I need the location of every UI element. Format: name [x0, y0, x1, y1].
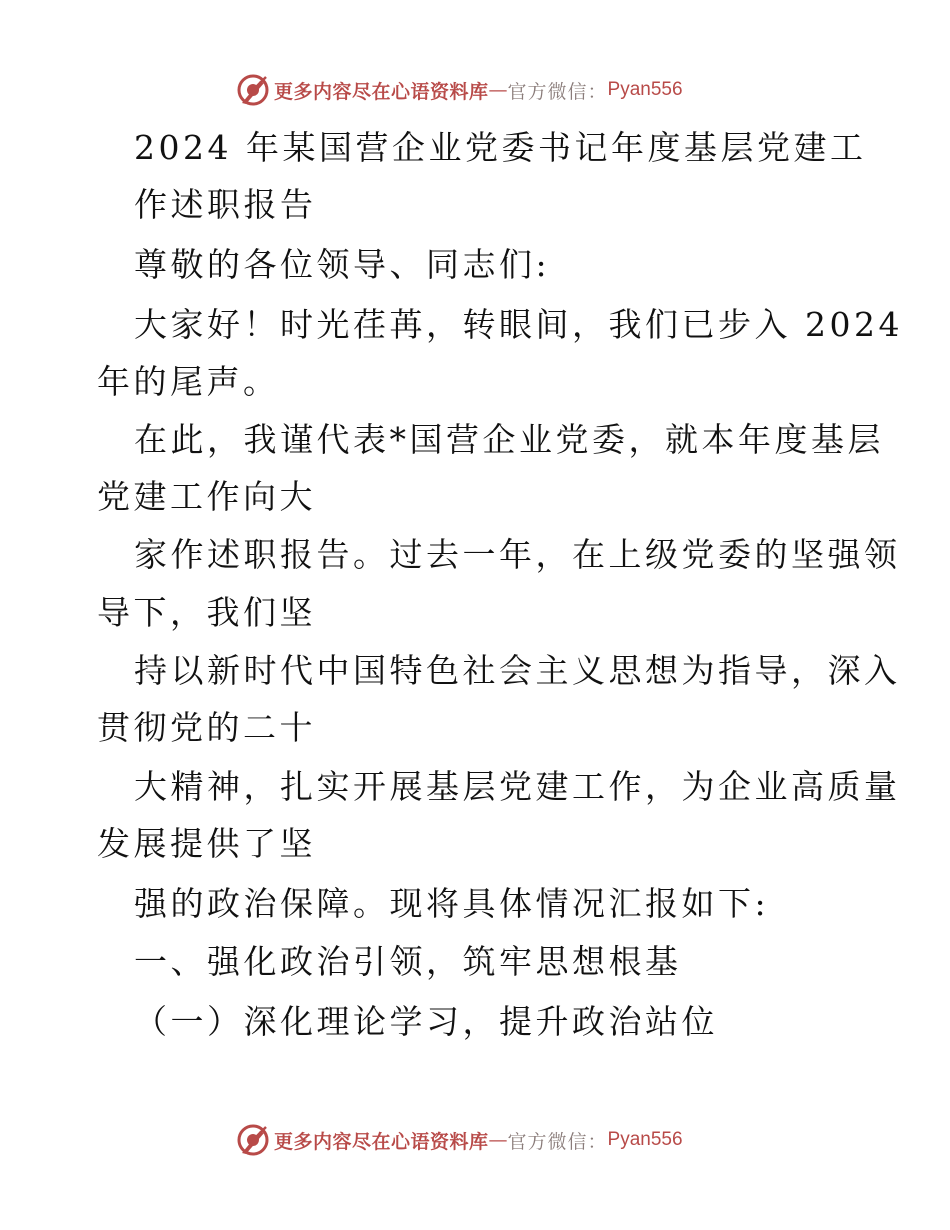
- watermark-id: Pyan556: [607, 79, 683, 100]
- subsection-heading: （一）深化理论学习，提升政治站位: [134, 1002, 718, 1041]
- doc-line: 党建工作向大: [97, 477, 316, 516]
- doc-line: 家作述职报告。过去一年，在上级党委的坚强领: [134, 535, 901, 574]
- quill-logo-icon: [236, 73, 270, 107]
- watermark-label: 官方微信：: [507, 80, 608, 103]
- doc-salutation: 尊敬的各位领导、同志们:: [134, 245, 551, 284]
- doc-line: 贯彻党的二十: [97, 708, 316, 747]
- watermark-label: 官方微信：: [507, 1130, 608, 1153]
- doc-line: 大家好！时光荏苒，转眼间，我们已步入 2024: [134, 305, 903, 344]
- doc-line: 强的政治保障。现将具体情况汇报如下:: [134, 884, 770, 923]
- section-heading: 一、强化政治引领，筑牢思想根基: [134, 942, 682, 981]
- doc-line: 大精神，扎实开展基层党建工作，为企业高质量: [134, 767, 901, 806]
- doc-line: 在此，我谨代表*国营企业党委，就本年度基层: [134, 420, 884, 459]
- quill-logo-icon: [236, 1123, 270, 1157]
- doc-title-line-2: 作述职报告: [134, 185, 317, 224]
- watermark-header: [236, 72, 683, 108]
- watermark-dash: —: [488, 79, 508, 101]
- watermark-dash: —: [488, 1129, 508, 1151]
- doc-line: 持以新时代中国特色社会主义思想为指导，深入: [134, 651, 901, 690]
- watermark-title: 更多内容尽在心语资料库: [274, 80, 489, 103]
- watermark-footer: [236, 1122, 683, 1158]
- watermark-title: 更多内容尽在心语资料库: [274, 1130, 489, 1153]
- doc-line: 年的尾声。: [97, 362, 280, 401]
- doc-line: 发展提供了坚: [97, 824, 316, 863]
- doc-title-line-1: 2024 年某国营企业党委书记年度基层党建工: [134, 128, 867, 167]
- doc-line: 导下，我们坚: [97, 593, 316, 632]
- watermark-id: Pyan556: [607, 1129, 683, 1150]
